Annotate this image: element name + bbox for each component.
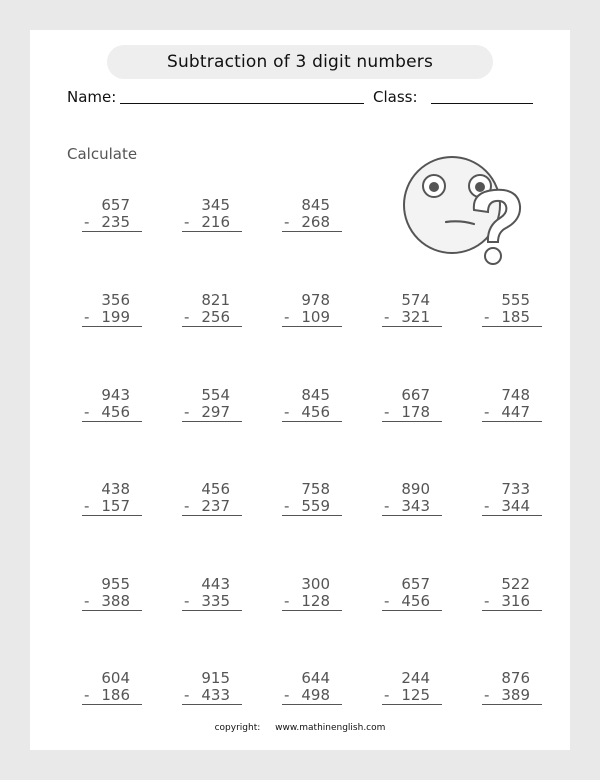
minuend: 345 [201, 196, 230, 214]
subtrahend: 268 [301, 213, 330, 231]
problem-10 [182, 387, 242, 422]
minuend: 554 [201, 386, 230, 404]
minuend: 443 [201, 575, 230, 593]
minus-sign: - [384, 497, 390, 515]
problem-8 [482, 292, 542, 327]
minuend: 890 [401, 480, 430, 498]
subtrahend: 125 [401, 686, 430, 704]
problem-17 [382, 481, 442, 516]
minus-sign: - [384, 403, 390, 421]
problem-3 [282, 197, 342, 232]
minuend: 915 [201, 669, 230, 687]
minus-sign: - [84, 213, 90, 231]
subtrahend: 456 [301, 403, 330, 421]
minus-sign: - [184, 592, 190, 610]
problem-7 [382, 292, 442, 327]
minus-sign: - [284, 497, 290, 515]
minuend: 574 [401, 291, 430, 309]
subtrahend: 237 [201, 497, 230, 515]
problem-9 [82, 387, 142, 422]
minus-sign: - [284, 213, 290, 231]
subtrahend: 559 [301, 497, 330, 515]
problem-18 [482, 481, 542, 516]
minuend: 978 [301, 291, 330, 309]
subtrahend: 157 [101, 497, 130, 515]
subtrahend: 456 [101, 403, 130, 421]
minus-sign: - [284, 403, 290, 421]
problem-19 [82, 576, 142, 611]
minus-sign: - [184, 497, 190, 515]
minus-sign: - [84, 592, 90, 610]
minuend: 644 [301, 669, 330, 687]
page-title: Subtraction of 3 digit numbers [107, 45, 493, 79]
copyright-label: copyright: [214, 723, 261, 733]
minus-sign: - [484, 497, 490, 515]
name-label: Name: [67, 88, 117, 106]
problem-15 [182, 481, 242, 516]
problem-6 [282, 292, 342, 327]
problem-22 [382, 576, 442, 611]
subtrahend: 297 [201, 403, 230, 421]
subtrahend: 389 [501, 686, 530, 704]
minus-sign: - [84, 686, 90, 704]
problem-1 [82, 197, 142, 232]
footer-copyright [30, 723, 570, 733]
minus-sign: - [384, 686, 390, 704]
problem-25 [182, 670, 242, 705]
minus-sign: - [184, 686, 190, 704]
problem-23 [482, 576, 542, 611]
minuend: 604 [101, 669, 130, 687]
subtrahend: 343 [401, 497, 430, 515]
problem-2 [182, 197, 242, 232]
minuend: 356 [101, 291, 130, 309]
minuend: 657 [401, 575, 430, 593]
subtrahend: 447 [501, 403, 530, 421]
problem-26 [282, 670, 342, 705]
minus-sign: - [384, 592, 390, 610]
minuend: 876 [501, 669, 530, 687]
minus-sign: - [284, 686, 290, 704]
minus-sign: - [484, 592, 490, 610]
problem-11 [282, 387, 342, 422]
minus-sign: - [184, 403, 190, 421]
subtrahend: 498 [301, 686, 330, 704]
minuend: 821 [201, 291, 230, 309]
confused-face-question-icon [402, 150, 538, 270]
minus-sign: - [84, 308, 90, 326]
minuend: 845 [301, 386, 330, 404]
subtrahend: 388 [101, 592, 130, 610]
subtrahend: 316 [501, 592, 530, 610]
minuend: 667 [401, 386, 430, 404]
minuend: 438 [101, 480, 130, 498]
minuend: 733 [501, 480, 530, 498]
problem-21 [282, 576, 342, 611]
subtrahend: 456 [401, 592, 430, 610]
minuend: 522 [501, 575, 530, 593]
problem-13 [482, 387, 542, 422]
problem-16 [282, 481, 342, 516]
problem-5 [182, 292, 242, 327]
minus-sign: - [284, 592, 290, 610]
subtrahend: 185 [501, 308, 530, 326]
subtrahend: 128 [301, 592, 330, 610]
subtrahend: 433 [201, 686, 230, 704]
problem-27 [382, 670, 442, 705]
subtrahend: 335 [201, 592, 230, 610]
problem-24 [82, 670, 142, 705]
minus-sign: - [484, 403, 490, 421]
minuend: 943 [101, 386, 130, 404]
subtrahend: 321 [401, 308, 430, 326]
website-link[interactable]: www.mathinenglish.com [275, 723, 386, 733]
class-line [431, 103, 533, 104]
subtrahend: 344 [501, 497, 530, 515]
class-label: Class: [373, 88, 418, 106]
name-line [120, 103, 364, 104]
problem-20 [182, 576, 242, 611]
minus-sign: - [84, 497, 90, 515]
minuend: 955 [101, 575, 130, 593]
subtrahend: 178 [401, 403, 430, 421]
subtrahend: 199 [101, 308, 130, 326]
subtrahend: 186 [101, 686, 130, 704]
problem-12 [382, 387, 442, 422]
problem-14 [82, 481, 142, 516]
subtrahend: 256 [201, 308, 230, 326]
minus-sign: - [284, 308, 290, 326]
minuend: 300 [301, 575, 330, 593]
problem-28 [482, 670, 542, 705]
subtrahend: 109 [301, 308, 330, 326]
minus-sign: - [84, 403, 90, 421]
minuend: 758 [301, 480, 330, 498]
worksheet-page [30, 30, 570, 750]
minuend: 555 [501, 291, 530, 309]
minuend: 456 [201, 480, 230, 498]
minus-sign: - [184, 213, 190, 231]
minuend: 845 [301, 196, 330, 214]
minus-sign: - [484, 308, 490, 326]
minuend: 657 [101, 196, 130, 214]
minuend: 244 [401, 669, 430, 687]
subtrahend: 235 [101, 213, 130, 231]
instruction: Calculate [67, 145, 138, 163]
minus-sign: - [384, 308, 390, 326]
minuend: 748 [501, 386, 530, 404]
problem-4 [82, 292, 142, 327]
subtrahend: 216 [201, 213, 230, 231]
minus-sign: - [484, 686, 490, 704]
minus-sign: - [184, 308, 190, 326]
